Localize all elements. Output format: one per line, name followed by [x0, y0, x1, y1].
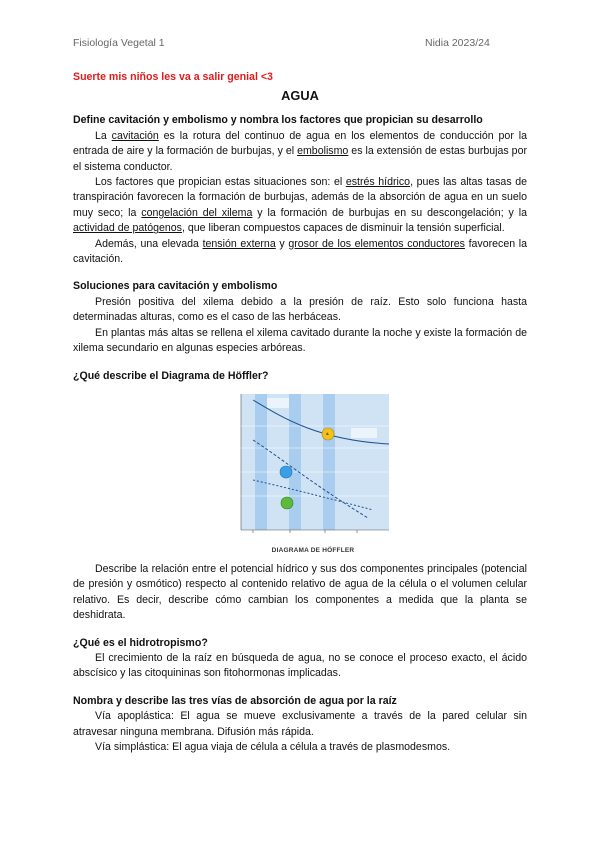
term-embolismo: embolismo: [297, 145, 349, 158]
paragraph-via-simplastica: Vía simplástica: El agua viaja de célula a célula a través de plasmodesmos.: [95, 740, 451, 753]
document-body: [73, 70, 527, 755]
diagram-band-1: [255, 394, 267, 530]
diagram-band-2: [289, 394, 301, 530]
term-congelacion: congelación del xilema: [141, 206, 253, 219]
hoffler-diagram: [233, 388, 393, 543]
note-text: Suerte mis niños les va a salir genial <3: [73, 71, 273, 83]
term-estres: estrés hídrico: [345, 176, 411, 189]
water-potential-marker-icon: [280, 466, 292, 478]
paragraph-hoffler: Describe la relación entre el potencial hídrico y sus dos componentes principales (potencial de presión y osmótico) respecto al contenido relativo de agua de la célula o el volumen celular relativo. Es decir, describe cómo cambian los componentes a medida que la planta se deshidrata.: [73, 562, 527, 622]
term-tension: tensión externa: [202, 237, 276, 250]
section-heading-cavitacion: Define cavitación y embolismo y nombra los factores que propician su desarrollo: [73, 114, 483, 127]
diagram-band-3: [323, 394, 335, 530]
term-cavitacion: cavitación: [111, 129, 159, 142]
paragraph-soluciones-2: En plantas más altas se rellena el xilema cavitado durante la noche y existe la formación de xilema secundario en algunas especies arbóreas.: [73, 326, 527, 355]
section-heading-hoffler: ¿Qué describe el Diagrama de Höffler?: [73, 369, 269, 382]
paragraph-ademas: Además, una elevada tensión externa y grosor de los elementos conductores favorecen la cavitación.: [73, 237, 528, 266]
paragraph-hidrotropismo: El crecimiento de la raíz en búsqueda de agua, no se conoce el proceso exacto, el ácido abscísico y las citoquininas son fitohormonas implicadas.: [73, 651, 527, 680]
header-left: Fisiología Vegetal 1: [73, 37, 165, 49]
section-heading-vias: Nombra y describe las tres vías de absorción de agua por la raíz: [73, 694, 397, 707]
paragraph-factores: Los factores que propician estas situaciones son: el estrés hídrico, pues las altas tasas de transpiración favorecen la formación de burbujas, además de la absorción de agua en un suelo muy seco; la congelación del xilema y la formación de burbujas en su descongelación; y la actividad de patógenos, que liberan compuestos capaces de disminuir la tensión superficial.: [73, 176, 527, 235]
section-heading-hidrotropismo: ¿Qué es el hidrotropismo?: [73, 636, 208, 649]
osmotic-marker-icon: [281, 497, 293, 509]
term-grosor: grosor de los elementos conductores: [288, 237, 465, 250]
paragraph-cavitacion-def: La cavitación es la rotura del continuo de agua en los elementos de conducción por la entrada de aire y la formación de burbujas, y el embolismo es la extensión de estas burbujas por el sistema conductor.: [73, 129, 527, 173]
term-patogenos: actividad de patógenos: [73, 222, 182, 235]
hoffler-diagram-figure: [73, 388, 527, 556]
figure-caption: DIAGRAMA DE HÖFFLER: [271, 546, 355, 554]
header-right: Nidia 2023/24: [425, 37, 490, 49]
section-heading-soluciones: Soluciones para cavitación y embolismo: [73, 280, 278, 293]
paragraph-soluciones-1: Presión positiva del xilema debido a la presión de raíz. Esto solo funciona hasta determinadas alturas, como es el caso de las herbáceas.: [73, 295, 527, 324]
document-title: AGUA: [281, 88, 319, 104]
paragraph-via-apoplastica: Vía apoplástica: El agua se mueve exclusivamente a través de la pared celular sin atravesar ninguna membrana. Difusión más rápida.: [73, 710, 527, 738]
